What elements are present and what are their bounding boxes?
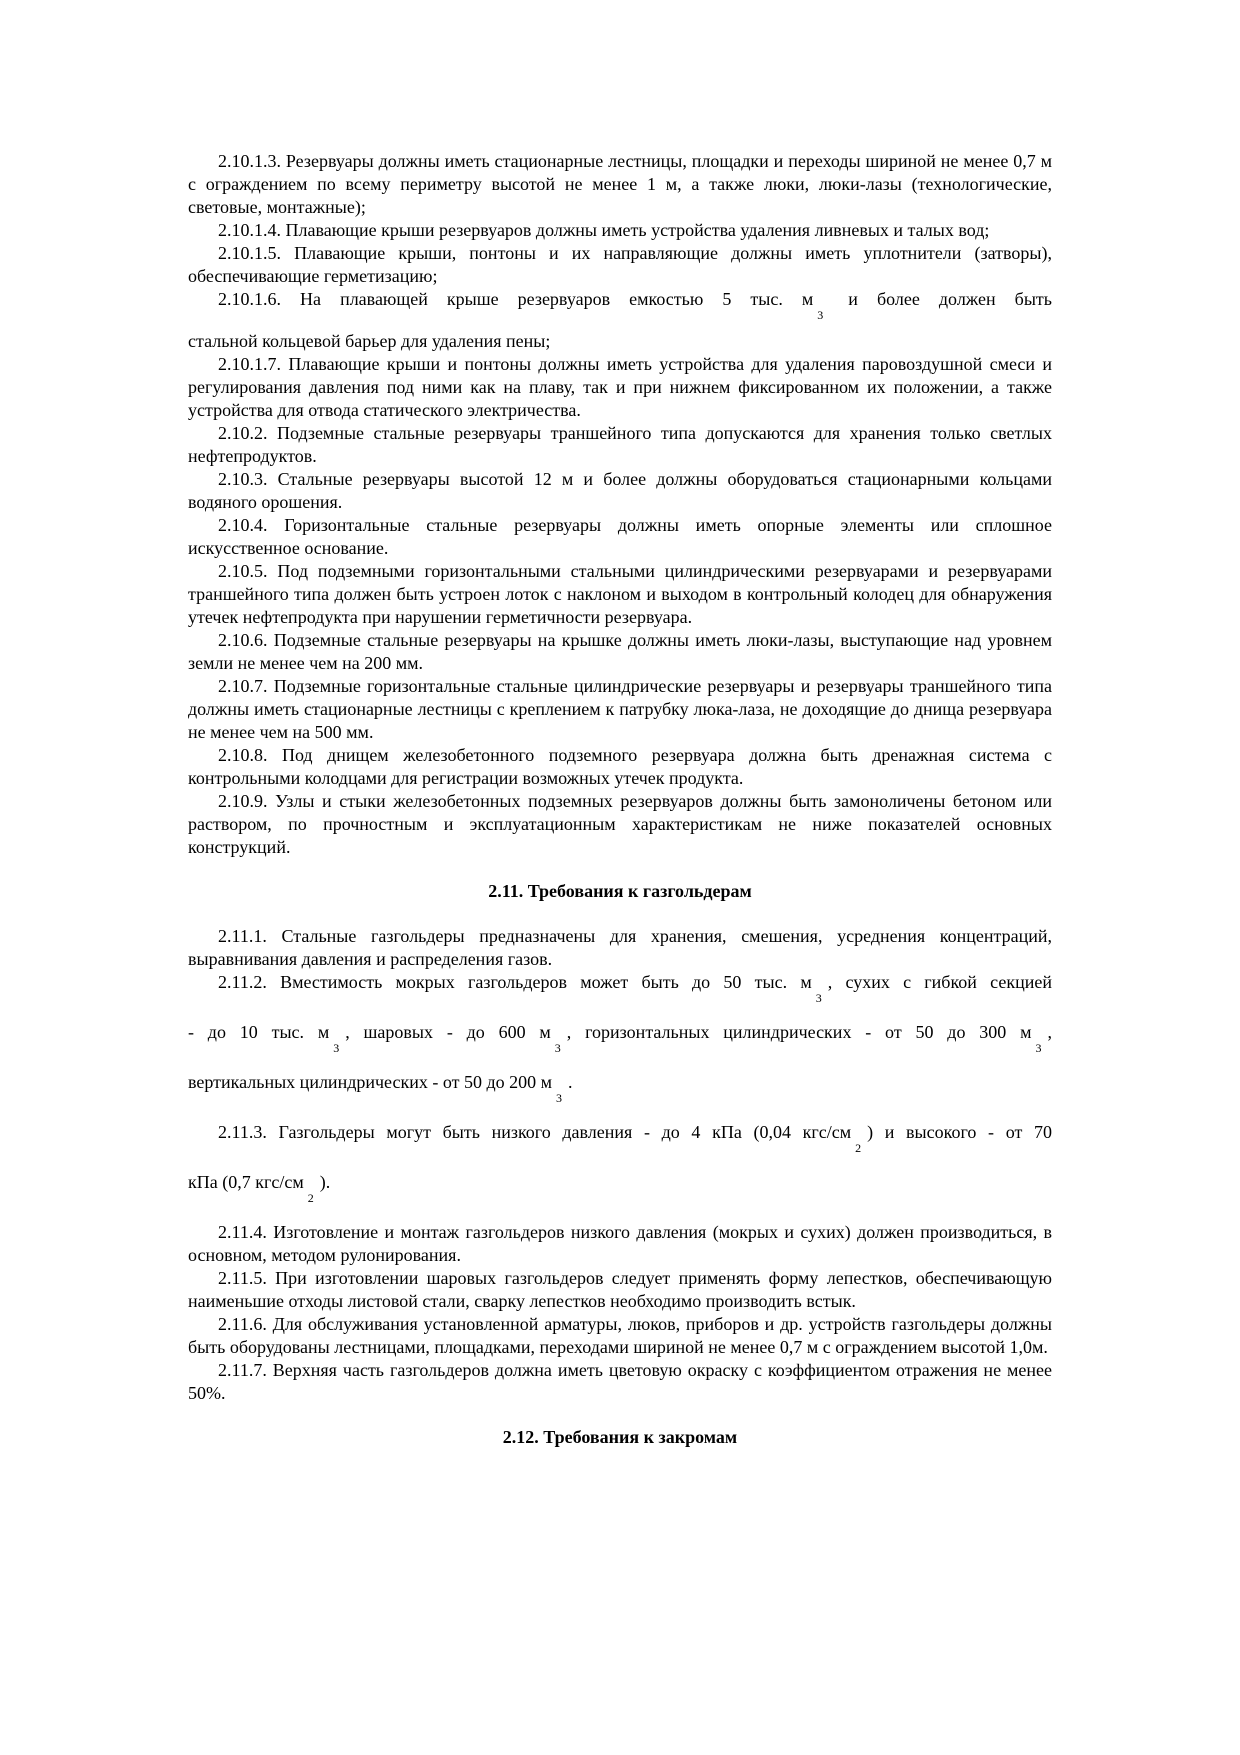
paragraph-2-11-6: 2.11.6. Для обслуживания установленной арматуры, люков, приборов и др. устройств газгольдеры должны быть оборудованы лестницами, площадками, переходами шириной не менее 0,7 м с ограждением высотой 1,0м. [188,1314,1052,1357]
paragraph-2-11-5: 2.11.5. При изготовлении шаровых газгольдеров следует применять форму лепестков, обеспечивающую наименьшие отходы листовой стали, сварку лепестков необходимо производить встык. [188,1268,1052,1311]
superscript-3: 3 [817,308,824,322]
paragraph-2-11-4: 2.11.4. Изготовление и монтаж газгольдеров низкого давления (мокрых и сухих) должен производиться, в основном, методом рулонирования. [188,1222,1052,1265]
paragraph-2-11-2-part2: , сухих с гибкой секцией [827,972,1052,992]
paragraph-2-11-2-part6: , [1047,1022,1052,1042]
paragraph-2-11-3-line2 [188,1171,1052,1205]
paragraph-2-10-5: 2.10.5. Под подземными горизонтальными стальными цилиндрическими резервуарами и резервуарами траншейного типа должен быть устроен лоток с наклоном и выходом в контрольный колодец для обнаружения утечек нефтепродукта при нарушении герметичности резервуара. [188,561,1052,627]
superscript-3: 3 [556,1091,563,1105]
paragraph-2-10-1-7: 2.10.1.7. Плавающие крыши и понтоны должны иметь устройства для удаления паровоздушной смеси и регулирования давления под ними как на плаву, так и при нижнем фиксированном их положении, а также устройства для отвода статического электричества. [188,354,1052,420]
paragraph-2-11-7: 2.11.7. Верхняя часть газгольдеров должна иметь цветовую окраску с коэффициентом отражения не менее 50%. [188,1360,1052,1403]
section-heading-2-12: 2.12. Требования к закромам [502,1427,738,1447]
paragraph-2-11-3-line1 [188,1121,1052,1155]
paragraph-2-11-2-part5: , горизонтальных цилиндрических - от 50 до 300 м [566,1022,1032,1042]
paragraph-2-11-3-part3: кПа (0,7 кгс/см [188,1172,304,1192]
section-heading-2-11: 2.11. Требования к газгольдерам [488,881,752,901]
paragraph-2-10-4: 2.10.4. Горизонтальные стальные резервуары должны иметь опорные элементы или сплошное искусственное основание. [188,515,1052,558]
paragraph-2-11-3-part1: 2.11.3. Газгольдеры могут быть низкого давления - до 4 кПа (0,04 кгс/см [218,1122,852,1142]
paragraph-2-11-3-part2: ) и высокого - от 70 [867,1122,1052,1142]
paragraph-2-10-1-6-part2: и более должен быть [848,289,1052,309]
superscript-3: 3 [1035,1041,1042,1055]
superscript-2: 2 [307,1191,314,1205]
paragraph-2-10-8: 2.10.8. Под днищем железобетонного подземного резервуара должна быть дренажная система с контрольными колодцами для регистрации возможных утечек продукта. [188,745,1052,788]
superscript-3: 3 [333,1041,340,1055]
paragraph-2-11-2-part7: вертикальных цилиндрических - от 50 до 200 м [188,1072,553,1092]
paragraph-2-11-2-line1 [188,971,1052,1005]
superscript-2: 2 [855,1141,862,1155]
paragraph-2-10-6: 2.10.6. Подземные стальные резервуары на крышке должны иметь люки-лазы, выступающие над уровнем земли не менее чем на 200 мм. [188,630,1052,673]
document-body [188,150,1052,1471]
superscript-3: 3 [815,991,822,1005]
paragraph-2-10-2: 2.10.2. Подземные стальные резервуары траншейного типа допускаются для хранения только светлых нефтепродуктов. [188,423,1052,466]
paragraph-2-11-3-part4: ). [319,1172,331,1192]
paragraph-2-10-9: 2.10.9. Узлы и стыки железобетонных подземных резервуаров должны быть замоноличены бетоном или раствором, по прочностным и эксплуатационным характеристикам не ниже показателей основных конструкций. [188,791,1052,857]
paragraph-2-11-2-part3: - до 10 тыс. м [188,1022,330,1042]
paragraph-2-11-2-line3 [188,1071,1052,1105]
paragraph-2-10-1-5: 2.10.1.5. Плавающие крыши, понтоны и их направляющие должны иметь уплотнители (затворы), обеспечивающие герметизацию; [188,243,1052,286]
paragraph-2-10-1-6-part1: 2.10.1.6. На плавающей крыше резервуаров емкостью 5 тыс. м [218,289,814,309]
paragraph-2-10-1-6-continuation: стальной кольцевой барьер для удаления пены; [188,331,551,351]
paragraph-2-10-1-6 [188,288,1052,322]
paragraph-2-11-2-part8: . [568,1072,573,1092]
paragraph-2-10-1-3: 2.10.1.3. Резервуары должны иметь стационарные лестницы, площадки и переходы шириной не менее 0,7 м с ограждением по всему периметру высотой не менее 1 м, а также люки, люки-лазы (технологические, световые, монтажные); [188,151,1052,217]
paragraph-2-10-3: 2.10.3. Стальные резервуары высотой 12 м и более должны оборудоваться стационарными кольцами водяного орошения. [188,469,1052,512]
paragraph-2-11-2-line2 [188,1021,1052,1055]
superscript-3: 3 [554,1041,561,1055]
paragraph-2-10-1-4: 2.10.1.4. Плавающие крыши резервуаров должны иметь устройства удаления ливневых и талых вод; [218,220,990,240]
paragraph-2-11-1: 2.11.1. Стальные газгольдеры предназначены для хранения, смешения, усреднения концентраций, выравнивания давления и распределения газов. [188,926,1052,969]
paragraph-2-11-2-part4: , шаровых - до 600 м [345,1022,551,1042]
paragraph-2-11-2-part1: 2.11.2. Вместимость мокрых газгольдеров может быть до 50 тыс. м [218,972,812,992]
paragraph-2-10-7: 2.10.7. Подземные горизонтальные стальные цилиндрические резервуары и резервуары траншейного типа должны иметь стационарные лестницы с креплением к патрубку люка-лаза, не доходящие до днища резервуара не менее чем на 500 мм. [188,676,1052,742]
